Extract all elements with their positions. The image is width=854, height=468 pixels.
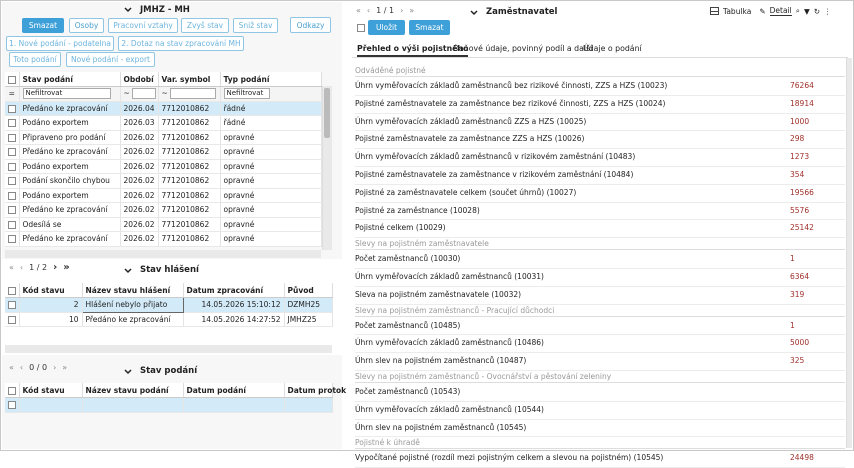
cell-obdobi: 2026.02 (120, 174, 158, 189)
table-row[interactable] (5, 217, 321, 232)
col-header-nazev-stavu[interactable]: Název stavu podání (82, 383, 183, 398)
row-checkbox[interactable] (8, 119, 16, 127)
cell-var-symbol: 7712010862 (158, 174, 220, 189)
cell-stav: Podáno exportem (19, 188, 120, 203)
row-checkbox[interactable] (8, 235, 16, 243)
table-row[interactable] (5, 145, 321, 160)
cell-nazev: Hlášení nebylo přijato (82, 298, 183, 313)
cell-obdobi: 2026.02 (120, 217, 158, 232)
cell-typ: řádné (220, 101, 321, 116)
filter-obdobi-input[interactable] (132, 88, 156, 99)
chevron-down-icon[interactable] (124, 268, 132, 274)
odkazy-button[interactable]: Odkazy (290, 17, 331, 33)
field-label: Úhrn slev na pojistném zaměstnanců (10545) (355, 422, 527, 432)
last-page-icon[interactable]: » (409, 6, 415, 15)
tabulka-view-label[interactable]: Tabulka (723, 6, 752, 16)
table-row[interactable] (5, 298, 332, 313)
field-value[interactable]: 6364 (790, 272, 810, 281)
row-checkbox[interactable] (8, 192, 16, 200)
field-label: Pojistné zaměstnavatele za zaměstnance ZZS a HZS (10026) (355, 134, 585, 144)
right-page-indicator: 1 / 1 (376, 6, 395, 15)
filter-var-tilde: ~ (161, 88, 168, 98)
cell-stav: Odesílá se (19, 217, 120, 232)
field-label: Úhrn vyměřovacích základů zaměstnanců ZZS a HZS (10025) (355, 116, 587, 126)
tabs-divider (352, 57, 848, 58)
right-smazat-button[interactable]: Smazat (409, 20, 450, 35)
row-divider (355, 304, 845, 305)
table-view-icon[interactable] (710, 7, 719, 15)
filter-var-input[interactable] (170, 88, 216, 99)
cell-var-symbol: 7712010862 (158, 217, 220, 232)
first-page-icon[interactable]: « (356, 6, 361, 15)
cell-stav: Předáno ke zpracování (19, 101, 120, 116)
field-label: Úhrn vyměřovacích základů zaměstnanců (10544) (355, 404, 544, 414)
section-label: Slevy na pojistném zaměstnavatele (355, 239, 845, 250)
prev-page-icon[interactable]: ‹ (19, 363, 24, 372)
cell-obdobi: 2026.03 (120, 116, 158, 131)
right-pager (356, 6, 414, 15)
first-page-icon[interactable]: « (9, 363, 14, 372)
col-header-puvod[interactable]: Původ (284, 283, 332, 298)
field-label: Úhrn vyměřovacích základů zaměstnanců bez rizikové činnosti, ZZS a HZS (10023) (355, 81, 668, 90)
view-toolbar (710, 6, 832, 16)
podani-select-all-checkbox[interactable] (8, 387, 16, 395)
record-checkbox[interactable] (357, 24, 365, 32)
hlaseni-pager (9, 262, 70, 273)
filter-icon[interactable]: ▼ (803, 6, 810, 16)
field-label: Úhrn slev na pojistném zaměstnanců (10487) (355, 356, 527, 366)
table-row[interactable] (5, 159, 321, 174)
row-checkbox[interactable] (8, 163, 16, 171)
detail-view-label[interactable]: Detail (769, 6, 792, 15)
cell-puvod: JMHZ25 (284, 312, 332, 327)
cell-obdobi: 2026.02 (120, 188, 158, 203)
cell-typ: opravné (220, 145, 321, 160)
cell-obdobi: 2026.02 (120, 130, 158, 145)
field-value[interactable]: 298 (790, 134, 805, 144)
table-row[interactable] (5, 101, 321, 116)
select-all-checkbox[interactable] (8, 76, 16, 84)
first-page-icon[interactable]: « (9, 263, 14, 272)
table-row[interactable] (5, 312, 332, 327)
row-divider (355, 166, 845, 167)
field-value[interactable]: 5000 (790, 338, 810, 348)
filter-obdobi-tilde: ~ (123, 88, 130, 98)
col-header-datum[interactable]: Datum zpracování (183, 283, 284, 298)
chevron-down-icon[interactable] (124, 7, 132, 13)
tab-udaje-o-podani[interactable]: Údaje o podání (583, 44, 642, 53)
next-page-icon[interactable]: › (53, 262, 58, 273)
next-page-icon[interactable]: › (400, 6, 404, 15)
row-checkbox[interactable] (8, 105, 16, 113)
cell-datum: 14.05.2026 14:27:52 (183, 312, 284, 327)
field-value[interactable]: 76264 (790, 81, 814, 90)
cell-var-symbol: 7712010862 (158, 130, 220, 145)
table-row[interactable] (5, 174, 321, 189)
col-header-kod[interactable]: Kód stavu (19, 283, 82, 298)
cell-stav: Podáno exportem (19, 159, 120, 174)
field-value[interactable]: 1 (790, 320, 795, 330)
field-label: Počet zaměstnanců (10485) (355, 320, 461, 330)
horizontal-scrollbar[interactable] (5, 250, 321, 258)
edit-icon[interactable]: ✎ (759, 6, 766, 16)
cell-nazev: Předáno ke zpracování (82, 312, 183, 327)
field-value[interactable]: 354 (790, 170, 805, 179)
stav-podani-table (5, 383, 347, 413)
row-divider (355, 202, 845, 203)
row-checkbox[interactable] (8, 221, 16, 229)
cell-var-symbol: 7712010862 (158, 116, 220, 131)
pracovni-vztahy-button[interactable]: Pracovní vztahy (108, 18, 178, 33)
field-label: Počet zaměstnanců (10543) (355, 387, 461, 396)
cell-var-symbol: 7712010862 (158, 188, 220, 203)
left-panel-title: JMHZ - MH (140, 5, 190, 15)
row-divider (355, 113, 845, 114)
hlaseni-hscroll[interactable] (5, 345, 332, 353)
row-divider (355, 419, 845, 420)
field-value[interactable]: 1000 (790, 116, 810, 126)
cell-obdobi: 2026.02 (120, 232, 158, 247)
table-row[interactable] (5, 130, 321, 145)
zvys-stav-button[interactable]: Zvyš stav (181, 18, 229, 33)
table-row[interactable] (5, 116, 321, 131)
row-checkbox[interactable] (8, 134, 16, 142)
field-label: Vypočítané pojistné (rozdíl mezi pojistným celkem a slevou na pojistném) (10545) (355, 453, 664, 463)
field-value[interactable]: 1 (790, 254, 795, 264)
field-value[interactable]: 1273 (790, 152, 810, 162)
table-row[interactable] (5, 398, 332, 413)
cell-typ: opravné (220, 232, 321, 247)
field-label: Pojistné za zaměstnavatele celkem (součet úhrnů) (10027) (355, 187, 577, 197)
col-header-datum-protokolu[interactable]: Datum protok (284, 383, 332, 398)
field-label: Počet zaměstnanců (10030) (355, 254, 461, 264)
field-label: Sleva na pojistném zaměstnavatele (10032) (355, 289, 522, 299)
cell-var-symbol: 7712010862 (158, 101, 220, 116)
row-divider (355, 130, 845, 131)
col-header-kod-stavu[interactable]: Kód stavu (19, 383, 82, 398)
chevron-down-icon[interactable] (470, 10, 478, 16)
col-header-stav[interactable]: Stav podání (19, 72, 120, 87)
table-row[interactable] (5, 203, 321, 218)
row-divider (355, 286, 845, 287)
cell-stav: Předáno ke zpracování (19, 203, 120, 218)
cell-typ: opravné (220, 188, 321, 203)
section-label: Slevy na pojistném zaměstnanců - Ovocnářství a pěstování zeleniny (355, 372, 845, 383)
row-checkbox[interactable] (8, 206, 16, 214)
cell-typ: opravné (220, 159, 321, 174)
hlaseni-page-indicator: 1 / 2 (29, 263, 48, 272)
refresh-icon[interactable]: ↻ (813, 6, 821, 16)
table-row[interactable] (5, 188, 321, 203)
podani-title: Stav podání (140, 366, 198, 376)
field-label: Úhrn vyměřovacích základů zaměstnanců (10031) (355, 272, 544, 281)
last-page-icon[interactable]: » (63, 262, 70, 273)
row-divider (355, 95, 845, 96)
podani-table (5, 72, 322, 247)
hlaseni-title: Stav hlášení (140, 265, 199, 275)
cell-datum: 14.05.2026 15:10:12 (183, 298, 284, 313)
nove-podani-export-button[interactable]: Nové podání - export (66, 52, 155, 67)
section-label: Pojistné k úhradě (355, 438, 845, 449)
cell-var-symbol: 7712010862 (158, 232, 220, 247)
row-divider (355, 352, 845, 353)
field-value[interactable]: 19566 (790, 187, 814, 197)
scrollbar-thumb[interactable] (324, 88, 330, 138)
row-divider (355, 148, 845, 149)
cell-typ: opravné (220, 217, 321, 232)
section-label: Odváděné pojistné (355, 66, 845, 77)
cell-obdobi: 2026.02 (120, 203, 158, 218)
field-label: Pojistné zaměstnavatele za zaměstnance bez rizikové činnosti, ZZS a HZS (10024) (355, 98, 666, 108)
search-icon[interactable]: ⌕ (795, 6, 800, 15)
cell-stav: Připraveno pro podání (19, 130, 120, 145)
toto-podani-button[interactable]: Toto podání (9, 52, 61, 67)
cell-stav: Podání skončilo chybou (19, 174, 120, 189)
cell-typ: řádné (220, 116, 321, 131)
cell-var-symbol: 7712010862 (158, 145, 220, 160)
row-divider (355, 237, 845, 238)
row-checkbox[interactable] (8, 148, 16, 156)
more-icon[interactable]: ⋮ (824, 6, 832, 16)
field-label: Pojistné celkem (10029) (355, 223, 446, 233)
field-value[interactable]: 25142 (790, 223, 814, 233)
smazat-button[interactable]: Smazat (22, 18, 64, 33)
cell-kod: 2 (19, 298, 82, 313)
section-label: Slevy na pojistném zaměstnanců - Pracující důchodci (355, 306, 845, 317)
col-header-var-symbol[interactable]: Var. symbol (158, 72, 220, 87)
field-value[interactable]: 24498 (790, 453, 814, 463)
row-checkbox[interactable] (8, 177, 16, 185)
row-divider (355, 334, 845, 335)
row-checkbox[interactable] (8, 316, 16, 324)
cell-kod: 10 (19, 312, 82, 327)
field-value[interactable]: 325 (790, 356, 805, 366)
col-header-obdobi[interactable]: Období (120, 72, 158, 87)
row-checkbox[interactable] (8, 301, 16, 309)
cell-var-symbol: 7712010862 (158, 159, 220, 174)
prev-page-icon[interactable]: ‹ (19, 263, 24, 272)
cell-var-symbol: 7712010862 (158, 203, 220, 218)
osoby-button[interactable]: Osoby (69, 18, 104, 33)
tab-prehled[interactable]: Přehled o výši pojistného (357, 44, 468, 57)
next-page-icon[interactable]: › (53, 363, 57, 372)
field-value[interactable]: 5576 (790, 205, 810, 215)
right-panel-title: Zaměstnavatel (486, 7, 558, 17)
podani-pager (9, 363, 67, 372)
field-label: Úhrn vyměřovacích základů zaměstnanců (10486) (355, 338, 544, 348)
col-header-nazev[interactable]: Název stavu hlášení (82, 283, 183, 298)
cell-stav: Podáno exportem (19, 116, 120, 131)
filter-equals: = (5, 87, 19, 102)
field-label: Pojistné za zaměstnance (10028) (355, 205, 480, 215)
filter-typ-select[interactable]: Nefiltrovat (224, 88, 270, 99)
cell-puvod: DZMH25 (284, 298, 332, 313)
cell-obdobi: 2026.02 (120, 159, 158, 174)
field-label: Pojistné zaměstnavatele za zaměstnance v rizikovém zaměstnání (10484) (355, 170, 634, 179)
row-divider (355, 370, 845, 371)
hlaseni-table (5, 283, 333, 327)
ulozit-button[interactable]: Uložit (368, 20, 405, 35)
row-checkbox[interactable] (8, 401, 16, 409)
detail-scrollbar[interactable] (846, 58, 852, 448)
cell-typ: opravné (220, 130, 321, 145)
filter-stav-select[interactable]: Nefiltrovat (23, 88, 111, 99)
cell-obdobi: 2026.02 (120, 145, 158, 160)
field-label: Úhrn vyměřovacích základů zaměstnanců v rizikovém zaměstnání (10483) (355, 152, 636, 162)
tab-danove-udaje[interactable]: Daňové údaje, povinný podíl a další (453, 44, 593, 53)
col-header-typ[interactable]: Typ podání (220, 72, 321, 87)
cell-stav: Předáno ke zpracování (19, 145, 120, 160)
last-page-icon[interactable]: » (62, 363, 68, 372)
podani-page-indicator: 0 / 0 (29, 363, 48, 372)
row-divider (355, 184, 845, 185)
dotaz-stav-button[interactable]: 2. Dotaz na stav zpracování MH (118, 36, 244, 51)
hlaseni-select-all-checkbox[interactable] (8, 287, 16, 295)
prev-page-icon[interactable]: ‹ (366, 6, 371, 15)
cell-typ: opravné (220, 174, 321, 189)
row-divider (355, 401, 845, 402)
sniz-stav-button[interactable]: Sniž stav (233, 18, 278, 33)
row-divider (355, 436, 845, 437)
cell-stav: Předáno ke zpracování (19, 232, 120, 247)
cell-typ: opravné (220, 203, 321, 218)
cell-obdobi: 2026.04 (120, 101, 158, 116)
field-value[interactable]: 18914 (790, 98, 814, 108)
nove-podani-podatelna-button[interactable]: 1. Nové podání - podatelna (6, 36, 114, 51)
chevron-down-icon[interactable] (124, 369, 132, 375)
field-value[interactable]: 319 (790, 289, 805, 299)
row-divider (355, 268, 845, 269)
col-header-datum-podani[interactable]: Datum podání (183, 383, 284, 398)
table-row[interactable] (5, 232, 321, 247)
row-divider (355, 219, 845, 220)
